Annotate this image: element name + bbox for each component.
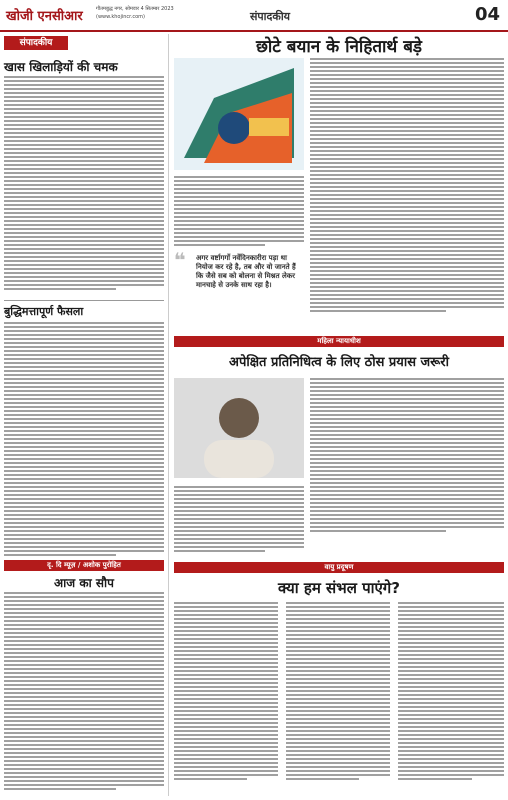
mahila-body-right	[310, 378, 504, 534]
section-tag: संपादकीय	[4, 36, 68, 50]
vayu-body-col3	[398, 602, 504, 782]
editorial-body-1	[4, 76, 164, 292]
person-photo-icon	[174, 378, 304, 478]
vayu-body-col2	[286, 602, 390, 782]
section-name: संपादकीय	[250, 10, 291, 23]
opinion-tag: दृ. दि म्यूज़ / अशोक पुरोहित	[4, 560, 164, 571]
editorial-body-2	[4, 322, 164, 558]
opinion-body	[4, 592, 164, 792]
megaphone-illustration	[174, 58, 304, 170]
opinion-title: आज का सौप	[54, 576, 114, 590]
masthead	[0, 0, 508, 32]
newspaper-logo: खोजी एनसीआर	[6, 9, 83, 24]
pull-quote-text: अगर वर्ष्टागर्गो नर्वेदिनकारीरा पड़ा था नियोज कर रहे है, तब और वो जानते हैं कि जैसे सब को बोलना से मिश्नत लेकर मानचाहे से उनके साथ रहा है।	[196, 254, 296, 289]
main-headline: छोटे बयान के निहितार्थ बड़े	[255, 37, 423, 57]
judge-photo	[174, 378, 304, 478]
section-band-mahila: महिला न्यायाधीश	[174, 336, 504, 347]
column-divider	[168, 34, 169, 796]
editorial-title-1: खास खिलाड़ियों की चमक	[4, 60, 118, 74]
main-body-right	[310, 58, 504, 314]
pull-quote	[174, 248, 302, 322]
mahila-body-left	[174, 486, 304, 554]
story-illustration	[174, 58, 304, 170]
vayu-body-col1	[174, 602, 278, 782]
dateline-site: (www.khojincr.com)	[96, 14, 145, 20]
quote-mark-icon: ❝	[174, 248, 186, 272]
main-body-left	[174, 176, 304, 248]
editorial-title-2: बुद्धिमत्तापूर्ण फैसला	[4, 305, 84, 318]
page-number: 04	[474, 4, 500, 25]
mahila-headline: अपेक्षित प्रतिनिधित्व के लिए ठोस प्रयास जरूरी	[229, 355, 449, 370]
section-band-vayu: वायु प्रदूषण	[174, 562, 504, 573]
dateline-date: गौतमबुद्ध नगर, सोमवार 4 सितम्बर 2023	[96, 6, 174, 12]
divider	[4, 300, 164, 301]
vayu-headline: क्या हम संभल पाएंगे?	[278, 579, 400, 597]
dateline	[96, 5, 174, 21]
